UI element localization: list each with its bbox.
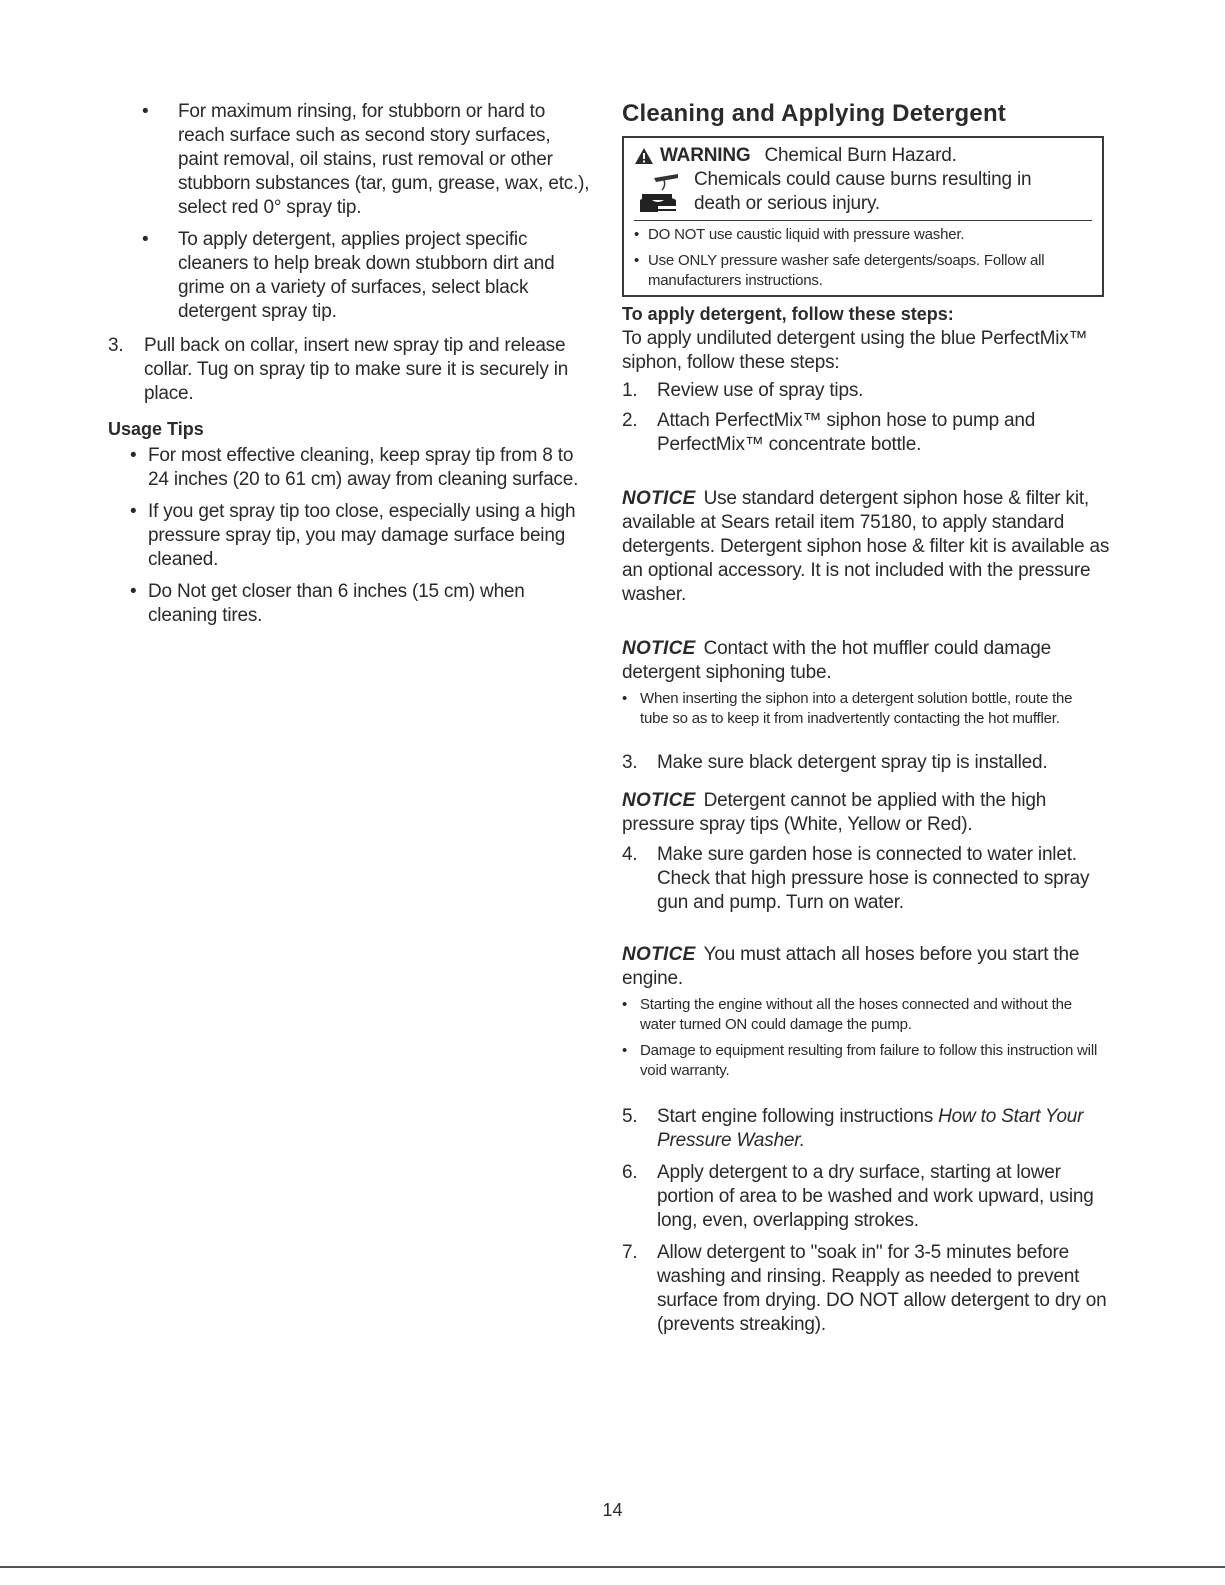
notice-2 bbox=[622, 637, 1112, 685]
bullet: • bbox=[622, 996, 628, 1013]
step-text: Make sure black detergent spray tip is installed. bbox=[657, 752, 1048, 773]
step-number: 6. bbox=[622, 1162, 638, 1183]
bullet-text: Damage to equipment resulting from failure to follow this instruction will void warranty. bbox=[640, 1042, 1098, 1079]
section-heading: Cleaning and Applying Detergent bbox=[622, 100, 1007, 127]
step-number: 3. bbox=[622, 752, 638, 773]
left-column bbox=[108, 100, 593, 628]
warning-box bbox=[622, 136, 1104, 297]
bullet: • bbox=[634, 252, 640, 269]
step-number: 1. bbox=[622, 380, 638, 401]
bullet-text: Do Not get closer than 6 inches (15 cm) when cleaning tires. bbox=[148, 581, 525, 626]
step-7 bbox=[622, 1241, 1112, 1337]
list-item bbox=[108, 500, 593, 572]
bullet: • bbox=[130, 501, 137, 522]
bottom-rule bbox=[0, 1566, 1225, 1568]
notice-4 bbox=[622, 943, 1112, 991]
bullet-text: Starting the engine without all the hoses connected and without the water turned ON could damage the pump. bbox=[640, 996, 1072, 1033]
notice-bullet bbox=[622, 995, 1100, 1035]
step-text: Review use of spray tips. bbox=[657, 380, 864, 401]
notice-label: NOTICE bbox=[622, 944, 696, 965]
bullet: • bbox=[130, 445, 137, 466]
notice-label: NOTICE bbox=[622, 488, 696, 509]
step-4 bbox=[622, 843, 1112, 915]
bullet: • bbox=[622, 1042, 628, 1059]
page-number: 14 bbox=[602, 1500, 623, 1520]
notice-3 bbox=[622, 789, 1112, 837]
step-text: Attach PerfectMix™ siphon hose to pump and PerfectMix™ concentrate bottle. bbox=[657, 410, 1036, 455]
step-text: Start engine following instructions bbox=[657, 1106, 934, 1127]
step-3 bbox=[622, 751, 1112, 775]
chemical-burn-icon bbox=[634, 172, 684, 218]
step-text: Make sure garden hose is connected to water inlet. Check that high pressure hose is connected to spray gun and pump. Turn on water. bbox=[657, 844, 1090, 913]
step-6 bbox=[622, 1161, 1112, 1233]
step-text: Pull back on collar, insert new spray tip and release collar. Tug on spray tip to make sure it is securely in place. bbox=[144, 335, 569, 404]
notice-1 bbox=[622, 487, 1112, 607]
notice-text: Use standard detergent siphon hose & filter kit, available at Sears retail item 75180, to apply standard detergents. Detergent siphon hose & filter kit is available as an optional accessory. It is not included with the pressure washer. bbox=[622, 488, 1110, 605]
bullet-text: DO NOT use caustic liquid with pressure washer. bbox=[648, 226, 965, 243]
right-column bbox=[622, 100, 1112, 1337]
list-item bbox=[108, 444, 593, 492]
warning-triangle-icon bbox=[634, 147, 654, 165]
warning-label: WARNING bbox=[660, 145, 751, 166]
notice-label: NOTICE bbox=[622, 790, 696, 811]
intro-text: To apply undiluted detergent using the blue PerfectMix™ siphon, follow these steps: bbox=[622, 328, 1088, 373]
bullet-text: For most effective cleaning, keep spray tip from 8 to 24 inches (20 to 61 cm) away from cleaning surface. bbox=[148, 445, 579, 490]
bullet-text: When inserting the siphon into a detergent solution bottle, route the tube so as to keep it from inadvertently contacting the hot muffler. bbox=[640, 690, 1073, 727]
notice-bullet bbox=[622, 689, 1100, 729]
bullet-text: For maximum rinsing, for stubborn or hard to reach surface such as second story surfaces, paint removal, oil stains, rust removal or other stubborn substances (tar, gum, grease, wax, etc.), select red 0° spray tip. bbox=[178, 101, 590, 218]
warning-bullet bbox=[634, 225, 1092, 245]
step-reference: How to Start Your Pressure Washer. bbox=[657, 1106, 1084, 1151]
step-number: 5. bbox=[622, 1106, 638, 1127]
step-2 bbox=[622, 409, 1112, 457]
bullet: • bbox=[634, 226, 640, 243]
list-item bbox=[108, 100, 593, 220]
notice-text: Contact with the hot muffler could damage detergent siphoning tube. bbox=[622, 638, 1051, 683]
step-3 bbox=[108, 334, 593, 406]
warning-hazard: Chemical Burn Hazard. bbox=[764, 145, 957, 166]
bullet-text: If you get spray tip too close, especially using a high pressure spray tip, you may damage surface being cleaned. bbox=[148, 501, 576, 570]
step-5 bbox=[622, 1105, 1112, 1153]
bullet: • bbox=[142, 101, 149, 122]
step-text: Apply detergent to a dry surface, starting at lower portion of area to be washed and work upward, using long, even, overlapping strokes. bbox=[657, 1162, 1094, 1231]
warning-body bbox=[634, 168, 1092, 218]
notice-label: NOTICE bbox=[622, 638, 696, 659]
step-number: 7. bbox=[622, 1242, 638, 1263]
notice-bullet bbox=[622, 1041, 1100, 1081]
bullet-text: Use ONLY pressure washer safe detergents/soaps. Follow all manufacturers instructions. bbox=[648, 252, 1045, 289]
notice-text: Detergent cannot be applied with the high pressure spray tips (White, Yellow or Red). bbox=[622, 790, 1047, 835]
bullet: • bbox=[142, 229, 149, 250]
bullet: • bbox=[622, 690, 628, 707]
usage-tips-heading: Usage Tips bbox=[108, 419, 204, 439]
warning-divider bbox=[634, 220, 1092, 221]
step-text: Allow detergent to "soak in" for 3-5 minutes before washing and rinsing. Reapply as needed to prevent surface from drying. DO NOT allow detergent to dry on (prevents streaking). bbox=[657, 1242, 1107, 1335]
step-number: 3. bbox=[108, 335, 124, 356]
warning-description: Chemicals could cause burns resulting in death or serious injury. bbox=[694, 169, 1032, 214]
warning-header bbox=[634, 144, 1092, 168]
notice-text: You must attach all hoses before you start the engine. bbox=[622, 944, 1080, 989]
list-item bbox=[108, 580, 593, 628]
bullet-text: To apply detergent, applies project specific cleaners to help break down stubborn dirt and grime on a variety of surfaces, select black detergent spray tip. bbox=[178, 229, 555, 322]
steps-heading: To apply detergent, follow these steps: bbox=[622, 304, 954, 324]
bullet: • bbox=[130, 581, 137, 602]
step-1 bbox=[622, 379, 1112, 403]
list-item bbox=[108, 228, 593, 324]
step-number: 2. bbox=[622, 410, 638, 431]
step-number: 4. bbox=[622, 844, 638, 865]
warning-bullet bbox=[634, 251, 1092, 291]
